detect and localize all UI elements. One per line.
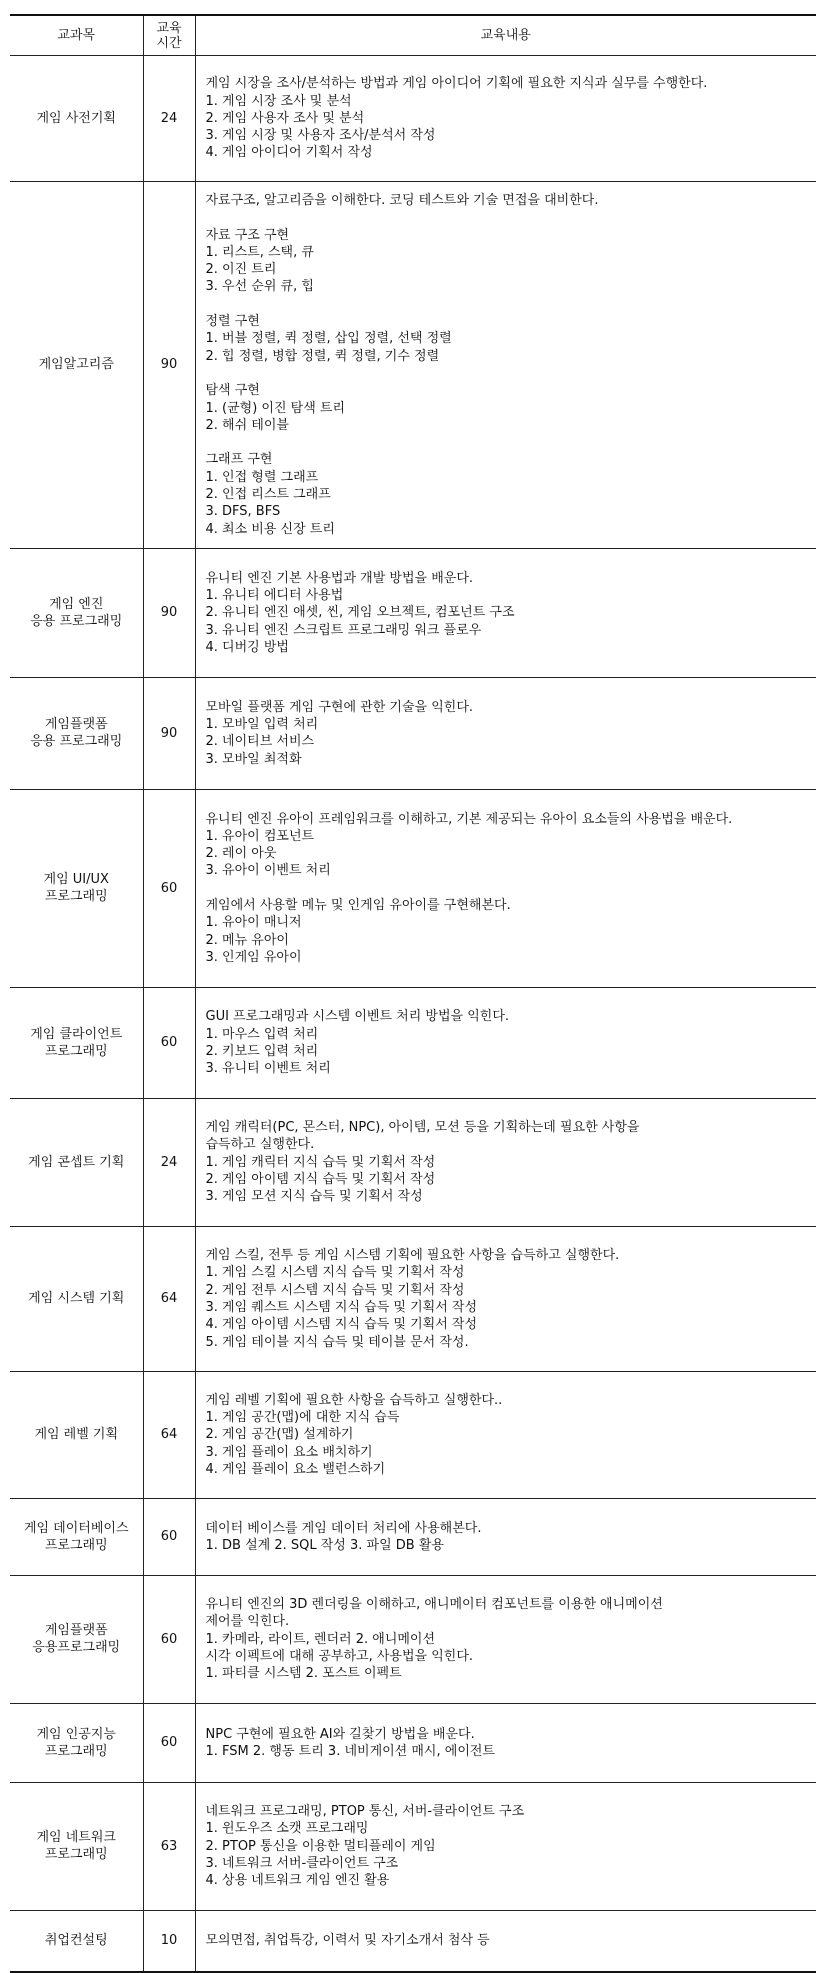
table-row — [10, 1910, 816, 1972]
course-hours: 64 — [143, 1226, 195, 1371]
header-content: 교육내용 — [195, 15, 816, 56]
header-subject: 교과목 — [10, 15, 143, 56]
curriculum-table — [10, 14, 816, 1973]
course-content: GUI 프로그래밍과 시스템 이벤트 처리 방법을 익힌다. 1. 마우스 입력 처리 2. 키보드 입력 처리 3. 유니티 이벤트 처리 — [195, 987, 816, 1098]
course-subject: 게임 데이터베이스 프로그래밍 — [10, 1498, 143, 1575]
course-hours: 60 — [143, 1575, 195, 1703]
course-content: 게임 캐릭터(PC, 몬스터, NPC), 아이템, 모션 등을 기획하는데 필요한 사항을 습득하고 실행한다. 1. 게임 캐릭터 지식 습득 및 기획서 작성 2. 게임 아이템 지식 습득 및 기획서 작성 3. 게임 모션 지식 습득 및 기획서 작성 — [195, 1098, 816, 1226]
course-hours: 24 — [143, 1098, 195, 1226]
table-row — [10, 987, 816, 1098]
course-subject: 취업컨설팅 — [10, 1910, 143, 1972]
course-hours: 64 — [143, 1371, 195, 1498]
table-row — [10, 1371, 816, 1498]
course-hours: 63 — [143, 1782, 195, 1910]
course-content: 모의면접, 취업특강, 이력서 및 자기소개서 첨삭 등 — [195, 1910, 816, 1972]
course-content: 게임 시장을 조사/분석하는 방법과 게임 아이디어 기획에 필요한 지식과 실무를 수행한다. 1. 게임 시장 조사 및 분석 2. 게임 사용자 조사 및 분석 3. 게임 시장 및 사용자 조사/분석서 작성 4. 게임 아이디어 기획서 작성 — [195, 56, 816, 182]
table-row — [10, 182, 816, 549]
course-subject: 게임 UI/UX 프로그래밍 — [10, 789, 143, 987]
course-content: 자료구조, 알고리즘을 이해한다. 코딩 테스트와 기술 면접을 대비한다. 자료 구조 구현 1. 리스트, 스택, 큐 2. 이진 트리 3. 우선 순위 큐, 힙 정렬 구현 1. 버블 정렬, 퀵 정렬, 삽입 정렬, 선택 정렬 2. 힙 정렬, 병합 정렬, 퀵 정렬, 기수 정렬 탐색 구현 1. (균형) 이진 탐색 트리 2. 해쉬 테이블 그래프 구현 1. 인접 형렬 그래프 2. 인접 리스트 그래프 3. DFS, BFS 4. 최소 비용 신장 트리 — [195, 182, 816, 549]
course-content: NPC 구현에 필요한 AI와 길찾기 방법을 배운다. 1. FSM 2. 행동 트리 3. 네비게이션 매시, 에이전트 — [195, 1703, 816, 1782]
course-hours: 60 — [143, 789, 195, 987]
course-subject: 게임 사전기획 — [10, 56, 143, 182]
course-hours: 60 — [143, 1498, 195, 1575]
course-content: 네트워크 프로그래밍, PTOP 통신, 서버-클라이언트 구조 1. 윈도우즈 소캣 프로그래밍 2. PTOP 통신을 이용한 멀티플레이 게임 3. 네트워크 서버-클라이언트 구조 4. 상용 네트워크 게임 엔진 활용 — [195, 1782, 816, 1910]
table-row — [10, 548, 816, 677]
course-hours: 90 — [143, 677, 195, 789]
course-content: 게임 레벨 기획에 필요한 사항을 습득하고 실행한다.. 1. 게임 공간(맵)에 대한 지식 습득 2. 게임 공간(맵) 설계하기 3. 게임 플레이 요소 배치하기 4. 게임 플레이 요소 밸런스하기 — [195, 1371, 816, 1498]
table-row — [10, 1703, 816, 1782]
course-content: 유니티 엔진 유아이 프레임워크를 이해하고, 기본 제공되는 유아이 요소들의 사용법을 배운다. 1. 유아이 컴포넌트 2. 레이 아웃 3. 유아이 이벤트 처리 게임에서 사용할 메뉴 및 인게임 유아이를 구현해본다. 1. 유아이 매니저 2. 메뉴 유아이 3. 인게임 유아이 — [195, 789, 816, 987]
course-subject: 게임플랫폼 응용 프로그래밍 — [10, 677, 143, 789]
course-content: 유니티 엔진 기본 사용법과 개발 방법을 배운다. 1. 유니티 에디터 사용법 2. 유니티 엔진 애셋, 씬, 게임 오브젝트, 컴포넌트 구조 3. 유니티 엔진 스크립트 프로그래밍 워크 플로우 4. 디버깅 방법 — [195, 548, 816, 677]
course-subject: 게임알고리즘 — [10, 182, 143, 549]
course-hours: 60 — [143, 987, 195, 1098]
table-row — [10, 1782, 816, 1910]
course-hours: 60 — [143, 1703, 195, 1782]
course-subject: 게임 네트워크 프로그래밍 — [10, 1782, 143, 1910]
course-hours: 90 — [143, 548, 195, 677]
course-subject: 게임 콘셉트 기획 — [10, 1098, 143, 1226]
table-row — [10, 1498, 816, 1575]
course-content: 게임 스킬, 전투 등 게임 시스템 기획에 필요한 사항을 습득하고 실행한다. 1. 게임 스킬 시스템 지식 습득 및 기획서 작성 2. 게임 전투 시스템 지식 습득 및 기획서 작성 3. 게임 퀘스트 시스템 지식 습득 및 기획서 작성 4. 게임 아이템 시스템 지식 습득 및 기획서 작성 5. 게임 테이블 지식 습득 및 테이블 문서 작성. — [195, 1226, 816, 1371]
course-subject: 게임 시스템 기획 — [10, 1226, 143, 1371]
table-row — [10, 1575, 816, 1703]
table-row — [10, 56, 816, 182]
course-subject: 게임 인공지능 프로그래밍 — [10, 1703, 143, 1782]
course-subject: 게임 클라이언트 프로그래밍 — [10, 987, 143, 1098]
table-row — [10, 789, 816, 987]
table-row — [10, 677, 816, 789]
course-hours: 10 — [143, 1910, 195, 1972]
course-hours: 24 — [143, 56, 195, 182]
header-hours: 교육 시간 — [143, 15, 195, 56]
course-content: 데이터 베이스를 게임 데이터 처리에 사용해본다. 1. DB 설계 2. SQL 작성 3. 파일 DB 활용 — [195, 1498, 816, 1575]
course-subject: 게임 레벨 기획 — [10, 1371, 143, 1498]
table-row — [10, 1098, 816, 1226]
table-header-row — [10, 15, 816, 56]
course-subject: 게임 엔진 응용 프로그래밍 — [10, 548, 143, 677]
course-content: 유니티 엔진의 3D 렌더링을 이해하고, 애니메이터 컴포넌트를 이용한 애니메이션 제어를 익힌다. 1. 카메라, 라이트, 렌더러 2. 애니메이션 시각 이펙트에 대해 공부하고, 사용법을 익힌다. 1. 파티클 시스템 2. 포스트 이펙트 — [195, 1575, 816, 1703]
course-subject: 게임플랫폼 응용프로그래밍 — [10, 1575, 143, 1703]
course-hours: 90 — [143, 182, 195, 549]
table-row — [10, 1226, 816, 1371]
course-content: 모바일 플랫폼 게임 구현에 관한 기술을 익힌다. 1. 모바일 입력 처리 2. 네이티브 서비스 3. 모바일 최적화 — [195, 677, 816, 789]
